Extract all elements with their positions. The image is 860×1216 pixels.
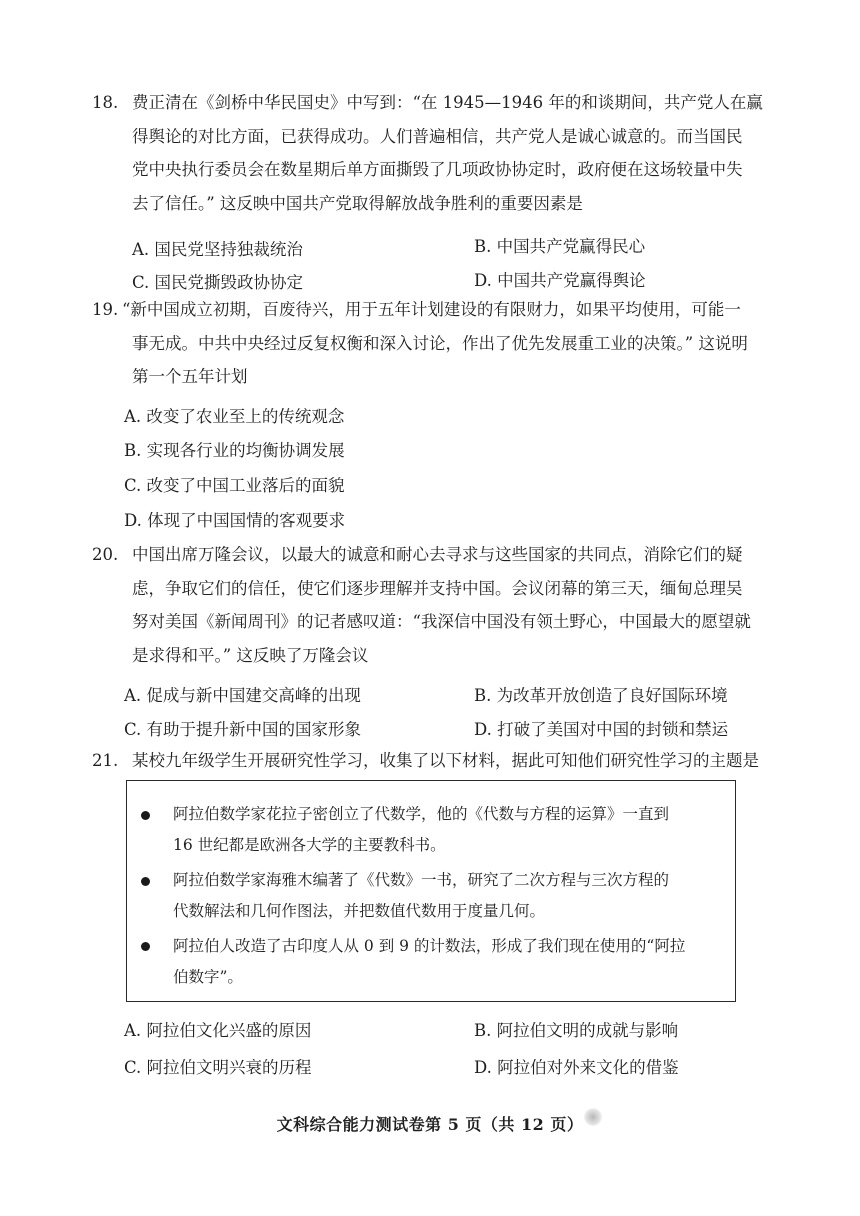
question-text-line: 去了信任。” 这反映中国共产党取得解放战争胜利的重要因素是: [132, 193, 583, 213]
question-text-line: 事无成。中共中央经过反复权衡和深入讨论，作出了优先发展重工业的决策。” 这说明: [132, 333, 748, 353]
material-line: 伯数字”。: [173, 968, 243, 986]
option-b: B. 实现各行业的均衡协调发展: [124, 441, 345, 460]
material-line: 阿拉伯数学家海雅木编著了《代数》一书，研究了二次方程与三次方程的: [173, 871, 670, 889]
question-number: 19.: [92, 300, 119, 319]
option-a: A. 改变了农业至上的传统观念: [124, 407, 345, 426]
question-text-line: 是求得和平。” 这反映了万隆会议: [132, 645, 369, 665]
material-line: 代数解法和几何作图法，并把数值代数用于度量几何。: [173, 902, 546, 920]
option-a: A. 阿拉伯文化兴盛的原因: [124, 1021, 312, 1040]
bullet-icon: [141, 877, 150, 886]
option-c: C. 改变了中国工业落后的面貌: [124, 476, 345, 495]
question-number: 21.: [92, 751, 119, 770]
question-text-line: 第一个五年计划: [132, 367, 248, 386]
option-b: B. 为改革开放创造了良好国际环境: [474, 686, 728, 705]
material-box: [126, 780, 736, 1002]
question-21: [92, 744, 772, 778]
option-d: D. 体现了中国国情的客观要求: [124, 511, 346, 530]
option-c: C. 阿拉伯文明兴衰的历程: [124, 1058, 312, 1077]
question-19: [92, 293, 772, 394]
option-d: D. 中国共产党赢得舆论: [474, 271, 646, 290]
material-item: [173, 799, 718, 861]
option-d: D. 阿拉伯对外来文化的借鉴: [474, 1058, 679, 1077]
option-d: D. 打破了美国对中国的封锁和禁运: [474, 720, 729, 739]
bullet-icon: [141, 811, 150, 820]
question-text-line: 党中央执行委员会在数星期后单方面撕毁了几项政协协定时，政府便在这场较量中失: [132, 160, 743, 179]
question-text-line: 得舆论的对比方面，已获得成功。人们普遍相信，共产党人是诚心诚意的。而当国民: [132, 126, 743, 146]
question-text-line: “新中国成立初期，百废待兴，用于五年计划建设的有限财力，如果平均使用，可能一: [122, 300, 741, 319]
option-c: C. 国民党撕毁政协协定: [132, 273, 304, 292]
option-c: C. 有助于提升新中国的国家形象: [124, 720, 362, 739]
page-footer: 文科综合能力测试卷第 5 页（共 12 页）: [276, 1115, 584, 1134]
question-18: [92, 86, 772, 220]
question-number: 20.: [92, 545, 119, 564]
material-item: [173, 931, 718, 993]
option-a: A. 促成与新中国建交高峰的出现: [124, 686, 361, 705]
option-b: B. 阿拉伯文明的成就与影响: [474, 1021, 679, 1040]
question-text-line: 费正清在《剑桥中华民国史》中写到：“在 1945—1946 年的和谈期间，共产党人在赢: [132, 93, 763, 112]
material-line: 阿拉伯数学家花拉子密创立了代数学，他的《代数与方程的运算》一直到: [173, 805, 670, 823]
question-text-line: 努对美国《新闻周刊》的记者感叹道：“我深信中国没有领土野心，中国最大的愿望就: [132, 612, 751, 631]
material-line: 16 世纪都是欧洲各大学的主要教科书。: [173, 836, 446, 854]
material-item: [173, 865, 718, 927]
bullet-icon: [141, 942, 150, 951]
scan-smudge: [584, 1108, 602, 1126]
question-text-line: 虑，争取它们的信任，使它们逐步理解并支持中国。会议闭幕的第三天，缅甸总理吴: [132, 578, 743, 598]
question-20: [92, 538, 772, 672]
question-text-line: 某校九年级学生开展研究性学习，收集了以下材料，据此可知他们研究性学习的主题是: [132, 751, 759, 770]
option-a: A. 国民党坚持独裁统治: [132, 240, 303, 259]
question-number: 18.: [92, 93, 119, 112]
option-b: B. 中国共产党赢得民心: [474, 237, 646, 256]
material-line: 阿拉伯人改造了古印度人从 0 到 9 的计数法，形成了我们现在使用的“阿拉: [173, 937, 686, 955]
question-text-line: 中国出席万隆会议，以最大的诚意和耐心去寻求与这些国家的共同点，消除它们的疑: [132, 545, 743, 564]
